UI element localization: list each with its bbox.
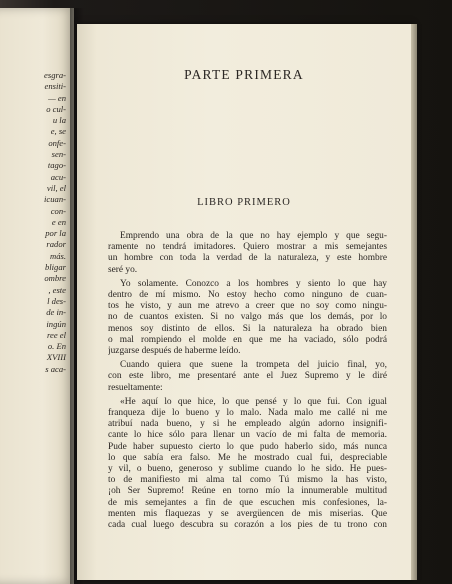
text-line: tos he visto, y aun me atrevo a creer que no soy como ningu- bbox=[108, 301, 387, 312]
paragraph bbox=[108, 397, 387, 531]
left-page-line: sen- bbox=[51, 149, 66, 160]
left-page-line: o cul- bbox=[46, 103, 66, 114]
left-page-line: o. En bbox=[47, 341, 66, 352]
text-line: y vil, o bueno, generoso y sublime cuando lo he sido. He pues- bbox=[108, 464, 387, 475]
paragraph bbox=[108, 279, 387, 357]
text-line: lo que sabía era falso. Me he mostrado cual fui, despreciable bbox=[108, 452, 387, 463]
text-line: Emprendo una obra de la que no hay ejemplo y que segu- bbox=[120, 231, 387, 241]
text-line: menten mis flaquezas y se avergüencen de mis miserias. Que bbox=[108, 508, 387, 519]
text-line: no de cuantos existen. Si no valgo más que los demás, por lo bbox=[108, 312, 387, 323]
paragraph bbox=[108, 360, 387, 394]
text-line: cada cual luego descubra su corazón a los pies de tu trono con bbox=[108, 520, 387, 531]
left-page bbox=[0, 8, 74, 584]
left-page-line: , este bbox=[48, 284, 66, 295]
text-line: o mal rompiendo el molde en que me ha vaciado, sólo podrá bbox=[108, 334, 387, 345]
text-line: cante lo hice sólo para llenar un vacío de mi falta de memoria. bbox=[108, 430, 387, 441]
text-line: atribuí nada bueno, y si he empleado algún adorno insignifi- bbox=[108, 419, 387, 430]
text-line: de mis semejantes a fin de que escuchen mis confesiones, la- bbox=[108, 497, 387, 508]
left-page-line: tago- bbox=[47, 160, 66, 171]
text-line: to de manifiesto mi alma tal como Tú mismo la has visto, bbox=[108, 475, 387, 486]
text-line: ¡oh Ser Supremo! Reúne en torno mío la innumerable multitud bbox=[108, 486, 387, 497]
text-line: Yo solamente. Conozco a los hombres y siento lo que hay bbox=[120, 278, 387, 289]
left-page-line: rador bbox=[46, 239, 66, 250]
left-page-line: esgra- bbox=[44, 70, 66, 80]
left-page-line: XVIII bbox=[46, 352, 66, 363]
text-line: con este libro, me presentaré ante el Juez Supremo y le diré bbox=[108, 371, 387, 382]
text-line: dentro de mí mismo. No estoy hecho como ninguno de cuan- bbox=[108, 290, 387, 301]
left-page-line: ree el bbox=[46, 329, 66, 340]
left-page-line: onfe- bbox=[48, 137, 66, 148]
left-page-line: e en bbox=[51, 216, 66, 227]
left-page-line: l des- bbox=[47, 295, 66, 306]
left-page-text bbox=[0, 70, 68, 375]
left-page-line: ingún bbox=[46, 318, 66, 329]
left-page-line: ensiti- bbox=[44, 81, 66, 92]
text-line: resueltamente: bbox=[108, 382, 163, 393]
left-page-line: con- bbox=[50, 205, 66, 216]
left-page-line: bligar bbox=[44, 262, 66, 273]
paragraph bbox=[108, 231, 387, 276]
text-line: seré yo. bbox=[108, 264, 138, 275]
text-line: menos soy distinto de ellos. Si la naturaleza ha obrado bien bbox=[108, 323, 387, 334]
text-line: franqueza dije lo bueno y lo malo. Nada malo me callé ni me bbox=[108, 408, 387, 419]
left-page-line: s aca- bbox=[45, 363, 66, 374]
part-title: PARTE PRIMERA bbox=[184, 67, 304, 82]
right-page bbox=[77, 24, 411, 580]
book-title: LIBRO PRIMERO bbox=[197, 197, 291, 208]
left-page-line: u la bbox=[52, 115, 66, 126]
left-page-line: icuan- bbox=[44, 194, 66, 205]
text-line: «He aquí lo que hice, lo que pensé y lo que fui. Con igual bbox=[120, 396, 387, 407]
page-edge bbox=[411, 24, 417, 580]
left-page-line: vil, el bbox=[46, 182, 66, 193]
body-text bbox=[108, 231, 387, 531]
left-page-line: de in- bbox=[46, 307, 66, 318]
text-line: un hombre con toda la verdad de la naturaleza, y este hombre bbox=[108, 253, 387, 264]
text-line: juzgarse después de haberme leído. bbox=[108, 346, 241, 357]
left-page-line: ombre bbox=[44, 273, 66, 284]
text-line: ramente no tendrá imitadores. Quiero mostrar a mis semejantes bbox=[108, 242, 387, 253]
left-page-line: más. bbox=[50, 250, 66, 261]
left-page-line: e, se bbox=[50, 126, 66, 137]
text-line: Pude haber supuesto cierto lo que pudo haberlo sido, más nunca bbox=[108, 441, 387, 452]
left-page-line: por la bbox=[45, 228, 66, 239]
left-page-line: — en bbox=[48, 92, 66, 103]
left-page-line: acu- bbox=[50, 171, 66, 182]
text-line: Cuando quiera que suene la trompeta del juicio final, yo, bbox=[120, 360, 387, 371]
